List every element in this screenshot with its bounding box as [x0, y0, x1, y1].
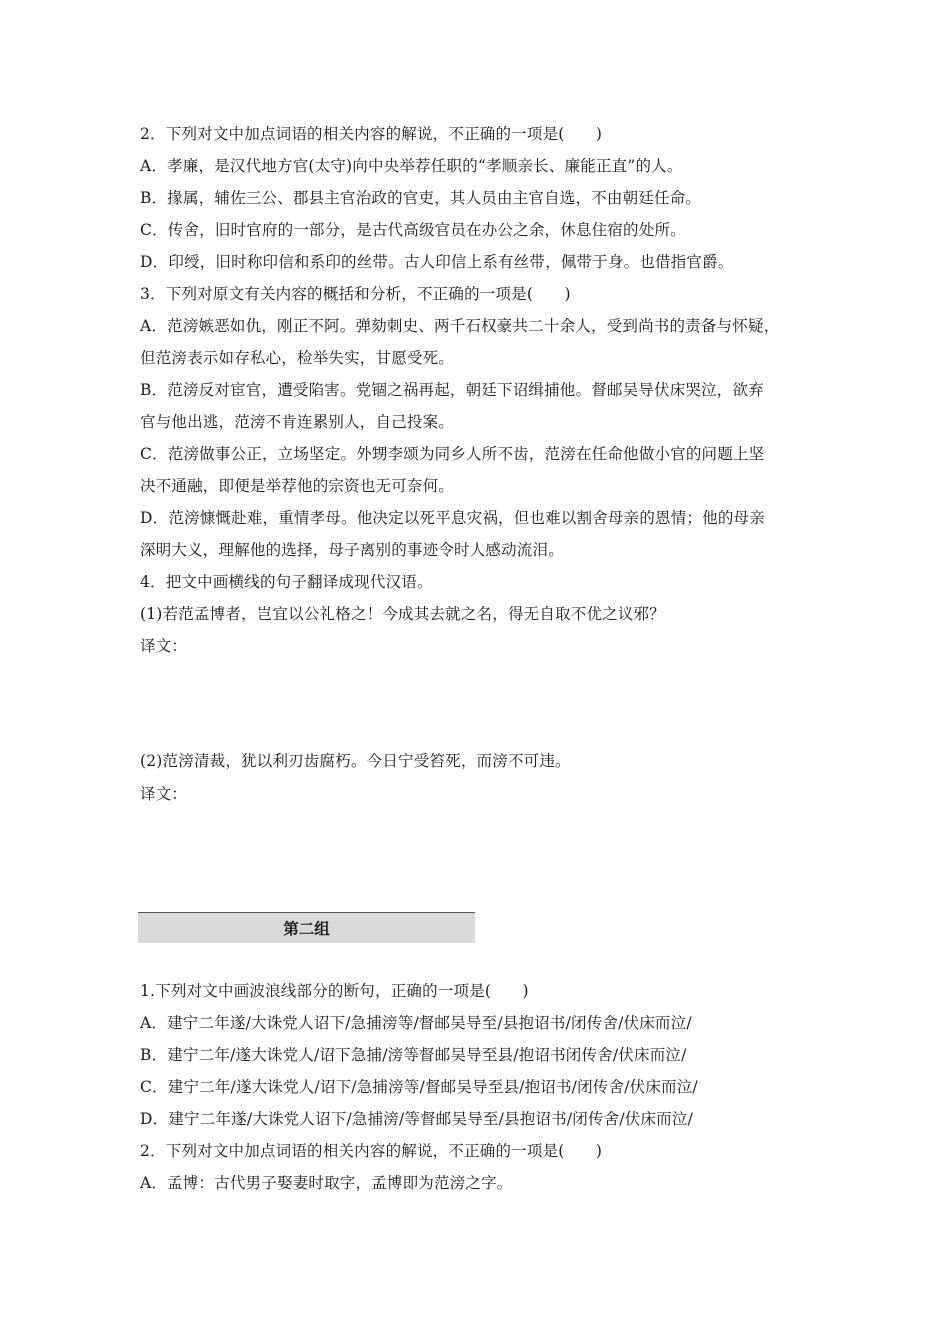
question-3-option-d-line2: 深明大义，理解他的选择，母子离别的事迹令时人感动流泪。	[140, 541, 564, 559]
group2-question-1-option-c: C．建宁二年/遂大诛党人/诏下/急捕滂等/督邮吴导至县/抱诏书/闭传舍/伏床而泣/	[140, 1078, 698, 1096]
question-3-option-a-line1: A．范滂嫉恶如仇，刚正不阿。弹劾刺史、两千石权豪共二十余人，受到尚书的责备与怀疑，	[140, 317, 780, 335]
group2-question-1-stem: 1.下列对文中画波浪线部分的断句，正确的一项是( )	[140, 982, 529, 1000]
translation-label-2: 译文：	[140, 785, 188, 803]
group2-question-1-option-d: D．建宁二年遂/大诛党人诏下/急捕滂/等督邮吴导至/县抱诏书/闭传舍/伏床而泣/	[140, 1110, 693, 1128]
section-header-bar	[138, 912, 475, 943]
question-2-stem: 2．下列对文中加点词语的相关内容的解说，不正确的一项是( )	[140, 125, 603, 143]
question-2-option-d: D．印绶，旧时称印信和系印的丝带。古人印信上系有丝带，佩带于身。也借指官爵。	[140, 253, 734, 271]
question-3-option-b-line1: B．范滂反对宦官，遭受陷害。党锢之祸再起，朝廷下诏缉捕他。督邮吴导伏床哭泣，欲弃	[140, 381, 764, 399]
question-3-option-c-line2: 决不通融，即便是举荐他的宗资也无可奈何。	[140, 477, 455, 495]
group2-question-2-stem: 2．下列对文中加点词语的相关内容的解说，不正确的一项是( )	[140, 1142, 603, 1160]
question-2-option-c: C．传舍，旧时官府的一部分，是古代高级官员在办公之余，休息住宿的处所。	[140, 221, 686, 239]
question-3-stem: 3．下列对原文有关内容的概括和分析，不正确的一项是( )	[140, 285, 571, 303]
question-4-sentence-2: (2)范滂清裁，犹以利刃齿腐朽。今日宁受笞死，而滂不可违。	[140, 752, 571, 770]
question-4-sentence-1: (1)若范孟博者，岂宜以公礼格之！今成其去就之名，得无自取不优之议邪？	[140, 605, 665, 623]
section-title: 第二组	[283, 920, 330, 938]
question-4-stem: 4．把文中画横线的句子翻译成现代汉语。	[140, 573, 433, 591]
group2-question-1-option-b: B．建宁二年/遂大诛党人/诏下急捕/滂等督邮吴导至县/抱诏书闭传舍/伏床而泣/	[140, 1046, 687, 1064]
group2-question-1-option-a: A．建宁二年遂/大诛党人诏下/急捕滂等/督邮吴导至/县抱诏书/闭传舍/伏床而泣/	[140, 1014, 692, 1032]
question-2-option-b: B．掾属，辅佐三公、郡县主官治政的官吏，其人员由主官自选，不由朝廷任命。	[140, 189, 702, 207]
question-2-option-a: A．孝廉，是汉代地方官(太守)向中央举荐任职的“孝顺亲长、廉能正直”的人。	[140, 157, 683, 175]
question-3-option-b-line2: 官与他出逃，范滂不肯连累别人，自己投案。	[140, 413, 455, 431]
question-3-option-a-line2: 但范滂表示如存私心，检举失实，甘愿受死。	[140, 349, 455, 367]
translation-label-1: 译文：	[140, 637, 188, 655]
group2-question-2-option-a: A．孟博：古代男子娶妻时取字，孟博即为范滂之字。	[140, 1174, 513, 1192]
question-3-option-c-line1: C．范滂做事公正，立场坚定。外甥李颂为同乡人所不齿，范滂在任命他做小官的问题上坚	[140, 445, 765, 463]
question-3-option-d-line1: D．范滂慷慨赴难，重情孝母。他决定以死平息灾祸，但也难以割舍母亲的恩情；他的母亲	[140, 509, 765, 527]
